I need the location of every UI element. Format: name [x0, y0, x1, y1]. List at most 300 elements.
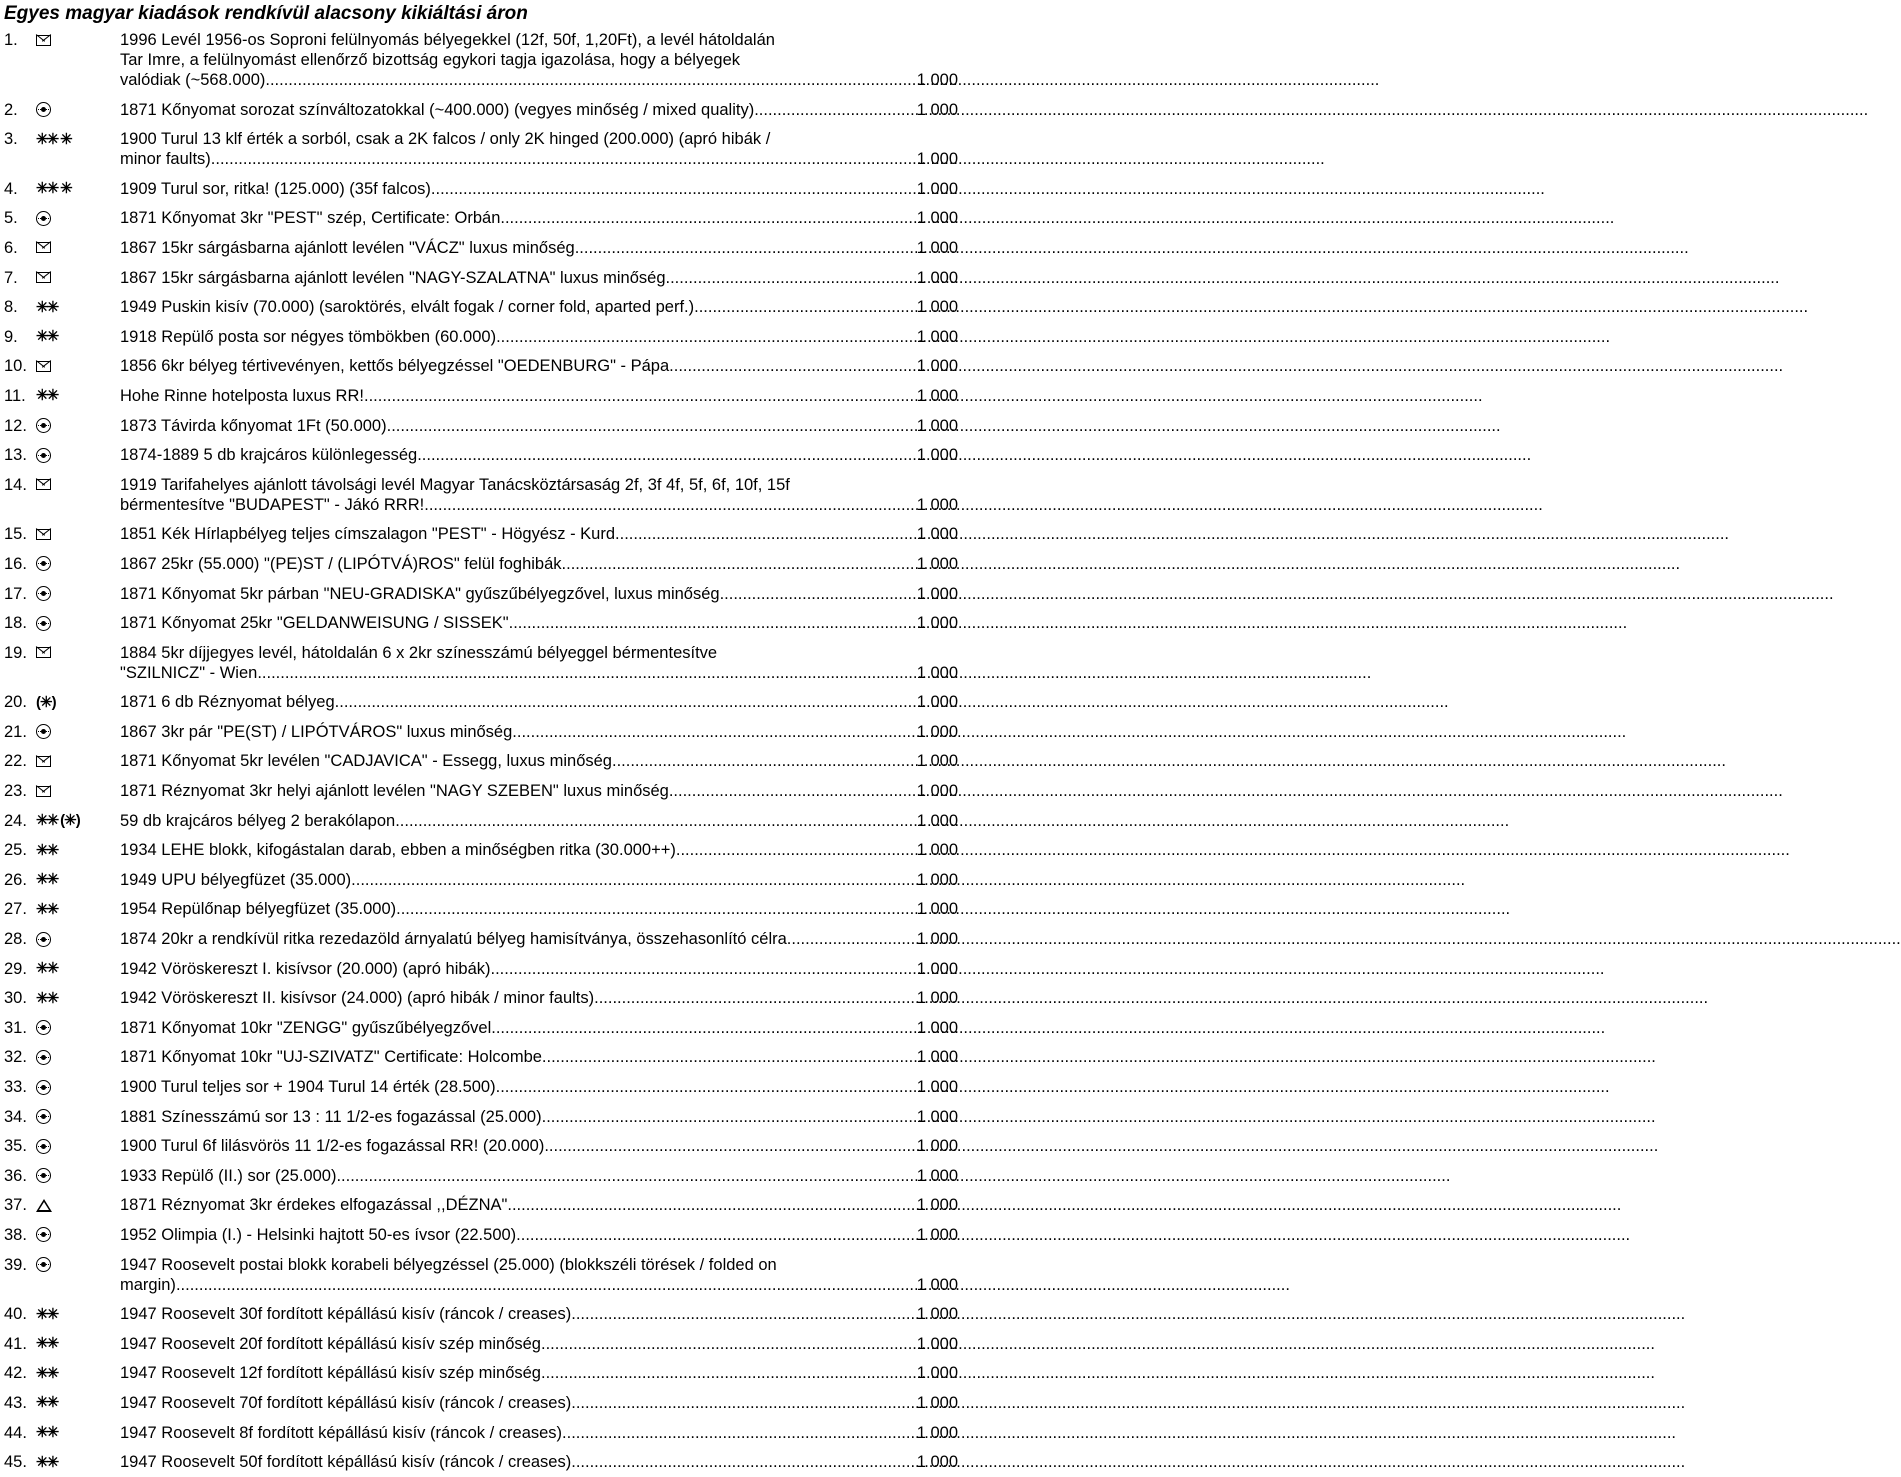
lot-symbols [36, 959, 120, 979]
lot-number: 39. [4, 1255, 27, 1274]
cancelled-icon [36, 932, 51, 947]
lot-description-last-line [120, 899, 958, 919]
cancelled-icon [36, 1257, 51, 1272]
mnh-icon: ✳✳ [36, 1335, 58, 1353]
dot-leader [513, 613, 917, 633]
cancelled-icon [36, 616, 51, 631]
dot-leader [417, 445, 917, 465]
lot-description [120, 643, 958, 683]
lot-number: 22. [4, 752, 27, 771]
lot-description-last-line [120, 1304, 958, 1324]
lot-description [120, 1334, 958, 1354]
lot-description [120, 1018, 958, 1038]
dot-leader [566, 554, 917, 574]
dot-leader [541, 1334, 917, 1354]
lot-price: 1 000 [916, 268, 958, 287]
lot-number: 18. [4, 614, 27, 633]
lot-description [120, 584, 958, 604]
dot-leader [491, 959, 917, 979]
dot-leader [720, 584, 917, 604]
lot-description [120, 100, 958, 120]
lot-price: 1 000 [916, 525, 958, 544]
lot-description-line: 1871 Kőnyomat 3kr "PEST" szép, Certificate: Orbán [120, 209, 501, 228]
dot-leader [571, 1304, 916, 1324]
mnh-icon: ✳✳ [36, 812, 58, 830]
mh-icon: ✳ [60, 180, 71, 198]
dot-leader [429, 495, 917, 515]
lot-number: 31. [4, 1018, 27, 1037]
lot-number: 35. [4, 1137, 27, 1156]
lot-description-last-line [120, 238, 958, 258]
envelope-icon [36, 786, 51, 797]
lot-description-line: 1947 Roosevelt 20f fordított képállású kisív szép minőség [120, 1334, 541, 1353]
lot-price: 1 000 [916, 1137, 958, 1156]
lot-number: 6. [4, 238, 18, 257]
lot-symbols [36, 751, 120, 771]
lot-symbols [36, 1393, 120, 1413]
lot-item [4, 811, 958, 831]
lot-description-line: "SZILNICZ" - Wien [120, 663, 258, 682]
lot-description-line: 1947 Roosevelt 12f fordított képállású kisív szép minőség [120, 1364, 541, 1383]
mh-icon: ✳ [60, 130, 71, 148]
cancelled-icon [36, 1168, 51, 1183]
lot-price: 1 000 [916, 1364, 958, 1383]
mnh-icon: ✳✳ [36, 328, 58, 346]
lot-price: 1 000 [916, 959, 958, 978]
lot-number: 11. [4, 386, 26, 405]
lot-description-line: 1871 6 db Réznyomat bélyeg [120, 693, 335, 712]
lot-item [4, 208, 958, 228]
dot-leader [575, 238, 917, 258]
envelope-icon [36, 647, 51, 658]
lot-item [4, 524, 958, 544]
lot-number: 33. [4, 1078, 27, 1096]
lot-price: 1 000 [916, 327, 958, 346]
lot-number: 4. [4, 179, 18, 198]
lot-description-last-line [120, 297, 958, 317]
envelope-icon [36, 242, 51, 253]
lot-item [4, 268, 958, 288]
lot-description [120, 1107, 958, 1127]
lot-symbols [36, 1077, 120, 1097]
dot-leader [176, 1275, 917, 1295]
lot-description [120, 297, 958, 317]
lot-list [4, 30, 958, 1472]
lot-symbols [36, 1166, 120, 1186]
lot-description-last-line [120, 179, 958, 199]
lot-number: 41. [4, 1334, 27, 1353]
lot-price: 1 000 [916, 71, 958, 89]
lot-symbols [36, 554, 120, 574]
mnh-icon: ✳✳ [36, 180, 58, 198]
lot-description [120, 179, 958, 199]
mnh-icon: ✳✳ [36, 130, 58, 148]
lot-item [4, 751, 958, 771]
lot-description-line: Tar Imre, a felülnyomást ellenőrző bizottság egykori tagja igazolása, hogy a bélyegek [120, 51, 741, 69]
lot-item [4, 445, 958, 465]
lot-symbols [36, 1195, 120, 1215]
lot-price: 1 000 [916, 782, 958, 801]
lot-description-last-line [120, 445, 958, 465]
lot-symbols [36, 386, 120, 406]
lot-description [120, 208, 958, 228]
dot-leader [694, 297, 917, 317]
lot-description-line: 59 db krajcáros bélyeg 2 berakólapon [120, 811, 396, 830]
lot-description-line: 1909 Turul sor, ritka! (125.000) (35f falcos) [120, 179, 431, 198]
lot-price: 1 000 [916, 1453, 958, 1472]
lot-description-line: 1851 Kék Hírlapbélyeg teljes címszalagon "PEST" - Högyész - Kurd [120, 525, 616, 544]
lot-symbols [36, 870, 120, 890]
lot-item [4, 988, 958, 1008]
lot-symbols [36, 1423, 120, 1443]
lot-item [4, 386, 958, 406]
lot-description-line: 1871 Kőnyomat 25kr "GELDANWEISUNG / SISSEK". [120, 614, 514, 633]
lot-description-last-line [120, 1363, 958, 1383]
lot-price: 1 000 [916, 416, 958, 435]
lot-description [120, 1304, 958, 1324]
lot-symbols [36, 722, 120, 742]
lot-price: 1 000 [916, 386, 958, 405]
lot-price: 1 000 [916, 584, 958, 603]
lot-number: 43. [4, 1393, 27, 1412]
lot-number: 42. [4, 1364, 27, 1383]
lot-symbols [36, 811, 120, 831]
lot-item [4, 1136, 958, 1156]
envelope-icon [36, 35, 51, 46]
envelope-icon [36, 529, 51, 540]
lot-description [120, 751, 958, 771]
lot-description [120, 554, 958, 574]
lot-price: 1 000 [916, 495, 958, 514]
lot-price: 1 000 [916, 1078, 958, 1096]
lot-price: 1 000 [916, 663, 958, 682]
lot-description-line: valódiak (~568.000) [120, 71, 266, 89]
lot-number: 26. [4, 870, 27, 889]
lot-description-line: 1947 Roosevelt 8f fordított képállású kisív (ráncok / creases) [120, 1423, 563, 1442]
lot-symbols [36, 1136, 120, 1156]
lot-number: 13. [4, 446, 27, 465]
dot-leader [666, 268, 917, 288]
dot-leader [594, 988, 917, 1008]
lot-number: 19. [4, 643, 27, 662]
lot-description-line: bérmentesítve "BUDAPEST" - Jákó RRR!. [120, 495, 429, 514]
lot-description [120, 1136, 958, 1156]
cancelled-icon [36, 1080, 51, 1095]
lot-description [120, 475, 958, 515]
lot-symbols [36, 297, 120, 317]
lot-price: 1 000 [916, 298, 958, 317]
dot-leader [669, 781, 917, 801]
dot-leader [787, 929, 917, 949]
lot-number: 16. [4, 554, 27, 573]
dot-leader [542, 1047, 917, 1067]
lot-description [120, 781, 958, 801]
triangle-icon [36, 1199, 52, 1212]
dot-leader [562, 1423, 917, 1443]
cancelled-icon [36, 586, 51, 601]
lot-description-line: 1867 15kr sárgásbarna ajánlott levélen "VÁCZ" luxus minőség [120, 238, 575, 257]
lot-description-last-line [120, 1452, 958, 1472]
lot-description-line: 1919 Tarifahelyes ajánlott távolsági levél Magyar Tanácsköztársaság 2f, 3f 4f, 5f, 6f, 10f, 15f [120, 475, 790, 494]
lot-price: 1 000 [916, 870, 958, 889]
envelope-icon [36, 479, 51, 490]
lot-description-last-line [120, 1225, 958, 1245]
lot-description-line: 1871 Réznyomat 3kr érdekes elfogazással ,,DÉZNA" [120, 1196, 508, 1215]
lot-description [120, 1047, 958, 1067]
cancelled-icon [36, 1109, 51, 1124]
lot-description [120, 268, 958, 288]
page-title: Egyes magyar kiadások rendkívül alacsony kikiáltási áron [4, 3, 528, 24]
no-gum-icon: (✳) [60, 812, 80, 830]
lot-description-line: 1873 Távirda kőnyomat 1Ft (50.000) [120, 416, 387, 435]
lot-description-last-line [120, 811, 958, 831]
lot-description [120, 613, 958, 633]
lot-price: 1 000 [916, 1334, 958, 1353]
lot-number: 15. [4, 525, 27, 544]
lot-number: 9. [4, 327, 18, 346]
dot-leader [754, 100, 917, 120]
lot-symbols [36, 356, 120, 376]
lot-item [4, 870, 958, 890]
mnh-icon: ✳✳ [36, 871, 58, 889]
lot-number: 25. [4, 841, 27, 860]
lot-price: 1 000 [916, 930, 958, 949]
cancelled-icon [36, 102, 51, 117]
envelope-icon [36, 272, 51, 283]
dot-leader [500, 208, 916, 228]
dot-leader [676, 840, 917, 860]
cancelled-icon [36, 448, 51, 463]
lot-description-last-line [120, 1018, 958, 1038]
cancelled-icon [36, 418, 51, 433]
lot-symbols [36, 238, 120, 258]
lot-description-line: 1871 Kőnyomat 5kr levélen "CADJAVICA" - Essegg, luxus minőség [120, 752, 612, 771]
lot-description-last-line [120, 929, 958, 949]
lot-description-last-line [120, 663, 958, 683]
lot-description [120, 356, 958, 376]
lot-price: 1 000 [916, 1305, 958, 1324]
dot-leader [265, 70, 916, 90]
lot-item [4, 692, 958, 712]
lot-symbols [36, 208, 120, 228]
cancelled-icon [36, 1139, 51, 1154]
lot-description [120, 129, 958, 169]
envelope-icon [36, 361, 51, 372]
lot-symbols [36, 475, 120, 495]
lot-symbols [36, 899, 120, 919]
mnh-icon: ✳✳ [36, 1394, 58, 1412]
cancelled-icon [36, 556, 51, 571]
dot-leader [669, 356, 917, 376]
lot-description-last-line [120, 554, 958, 574]
mnh-icon: ✳✳ [36, 1305, 58, 1323]
lot-item [4, 899, 958, 919]
lot-description-line: 1867 25kr (55.000) "(PE)ST / (LIPÓTVÁ)ROS" felül foghibák. [120, 554, 567, 573]
lot-item [4, 1077, 958, 1097]
lot-item [4, 1225, 958, 1245]
lot-description-last-line [120, 584, 958, 604]
lot-item [4, 929, 958, 949]
lot-description-line: 1871 Kőnyomat 10kr "ZENGG" gyűszűbélyegzővel [120, 1018, 492, 1037]
lot-symbols [36, 100, 120, 120]
lot-symbols [36, 524, 120, 544]
lot-description [120, 899, 958, 919]
lot-description [120, 1166, 958, 1186]
lot-symbols [36, 1363, 120, 1383]
lot-description-line: 1949 UPU bélyegfüzet (35.000) [120, 870, 352, 889]
lot-price: 1 000 [916, 1018, 958, 1037]
lot-description-last-line [120, 524, 958, 544]
lot-description-last-line [120, 692, 958, 712]
lot-description [120, 1452, 958, 1472]
cancelled-icon [36, 724, 51, 739]
lot-item [4, 1255, 958, 1295]
lot-description-line: 1871 Kőnyomat sorozat színváltozatokkal (~400.000) (vegyes minőség / mixed quality) [120, 100, 755, 119]
lot-price: 1 000 [916, 1048, 958, 1067]
lot-item [4, 1363, 958, 1383]
lot-item [4, 129, 958, 169]
lot-description [120, 1393, 958, 1413]
lot-description [120, 386, 958, 406]
lot-price: 1 000 [916, 1225, 958, 1244]
lot-description [120, 1363, 958, 1383]
lot-description-line: 1874-1889 5 db krajcáros különlegesség [120, 446, 418, 465]
lot-item [4, 1166, 958, 1186]
lot-description-line: 1867 3kr pár "PE(ST) / LIPÓTVÁROS" luxus minőség [120, 722, 513, 741]
lot-item [4, 643, 958, 683]
lot-number: 10. [4, 357, 27, 376]
lot-description-line: 1947 Roosevelt 30f fordított képállású kisív (ráncok / creases) [120, 1305, 572, 1324]
lot-item [4, 1018, 958, 1038]
lot-description-line: Hohe Rinne hotelposta luxus RR!. [120, 386, 369, 405]
mnh-icon: ✳✳ [36, 1453, 58, 1471]
lot-description [120, 416, 958, 436]
dot-leader [496, 327, 917, 347]
lot-description [120, 959, 958, 979]
dot-leader [335, 692, 917, 712]
lot-item [4, 584, 958, 604]
lot-description-last-line [120, 149, 958, 169]
lot-description-line: 1881 Színesszámú sor 13 : 11 1/2-es fogazással (25.000) [120, 1107, 542, 1126]
lot-description [120, 692, 958, 712]
lot-description-line: 1947 Roosevelt postai blokk korabeli bélyegzéssel (25.000) (blokkszéli törések / folded on [120, 1255, 777, 1274]
lot-item [4, 238, 958, 258]
lot-description-last-line [120, 1275, 958, 1295]
lot-item [4, 327, 958, 347]
dot-leader [257, 663, 916, 683]
lot-price: 1 000 [916, 1423, 958, 1442]
lot-item [4, 1423, 958, 1443]
lot-price: 1 000 [916, 1393, 958, 1412]
lot-description-last-line [120, 1047, 958, 1067]
dot-leader [612, 751, 917, 771]
lot-description-last-line [120, 416, 958, 436]
lot-price: 1 000 [916, 1166, 958, 1185]
lot-number: 30. [4, 989, 27, 1008]
lot-number: 7. [4, 268, 18, 287]
dot-leader [211, 149, 917, 169]
dot-leader [396, 899, 917, 919]
lot-item [4, 1393, 958, 1413]
mnh-icon: ✳✳ [36, 900, 58, 918]
lot-item [4, 1334, 958, 1354]
lot-symbols [36, 613, 120, 633]
dot-leader [336, 1166, 916, 1186]
lot-price: 1 000 [916, 1275, 958, 1294]
lot-description-line: 1871 Réznyomat 3kr helyi ajánlott levélen "NAGY SZEBEN" luxus minőség [120, 782, 669, 801]
dot-leader [542, 1107, 917, 1127]
lot-description-last-line [120, 70, 958, 90]
lot-item [4, 1107, 958, 1127]
lot-price: 1 000 [916, 357, 958, 376]
lot-description-last-line [120, 1166, 958, 1186]
lot-description-last-line [120, 1423, 958, 1443]
lot-number: 44. [4, 1423, 27, 1442]
dot-leader [516, 1225, 917, 1245]
lot-description-line: margin) [120, 1275, 176, 1294]
lot-price: 1 000 [916, 614, 958, 633]
dot-leader [571, 1452, 916, 1472]
lot-item [4, 781, 958, 801]
dot-leader [571, 1393, 916, 1413]
lot-price: 1 000 [916, 752, 958, 771]
lot-number: 14. [4, 475, 27, 494]
lot-item [4, 1047, 958, 1067]
dot-leader [541, 1363, 917, 1383]
envelope-icon [36, 756, 51, 767]
lot-description-last-line [120, 870, 958, 890]
lot-description-last-line [120, 100, 958, 120]
dot-leader [431, 179, 917, 199]
lot-description [120, 524, 958, 544]
lot-item [4, 100, 958, 120]
lot-price: 1 000 [916, 1107, 958, 1126]
lot-symbols [36, 1452, 120, 1472]
lot-symbols [36, 445, 120, 465]
lot-number: 29. [4, 959, 27, 978]
lot-number: 45. [4, 1453, 27, 1472]
dot-leader [496, 1077, 917, 1097]
lot-symbols [36, 1107, 120, 1127]
lot-description-last-line [120, 751, 958, 771]
lot-number: 5. [4, 209, 18, 228]
no-gum-icon: (✳) [36, 693, 56, 711]
lot-item [4, 475, 958, 515]
mnh-icon: ✳✳ [36, 1424, 58, 1442]
lot-price: 1 000 [916, 900, 958, 919]
lot-price: 1 000 [916, 722, 958, 741]
lot-description-line: 1874 20kr a rendkívül ritka rezedazöld árnyalatú bélyeg hamisítványa, összehasonlító célra [120, 930, 787, 949]
lot-description [120, 1423, 958, 1443]
lot-description-line: 1947 Roosevelt 50f fordított képállású kisív (ráncok / creases) [120, 1453, 572, 1472]
lot-item [4, 297, 958, 317]
lot-description-last-line [120, 722, 958, 742]
lot-symbols [36, 840, 120, 860]
dot-leader [507, 1195, 916, 1215]
lot-price: 1 000 [916, 446, 958, 465]
lot-item [4, 1195, 958, 1215]
dot-leader [387, 416, 917, 436]
dot-leader [615, 524, 917, 544]
lot-symbols [36, 1225, 120, 1245]
mnh-icon: ✳✳ [36, 989, 58, 1007]
lot-price: 1 000 [916, 209, 958, 228]
lot-symbols [36, 1334, 120, 1354]
lot-description-line: 1918 Repülő posta sor négyes tömbökben (60.000) [120, 327, 497, 346]
lot-description [120, 1225, 958, 1245]
lot-price: 1 000 [916, 693, 958, 712]
lot-description-line: 1996 Levél 1956-os Soproni felülnyomás bélyegekkel (12f, 50f, 1,20Ft), a levél hátoldalán [120, 31, 775, 49]
